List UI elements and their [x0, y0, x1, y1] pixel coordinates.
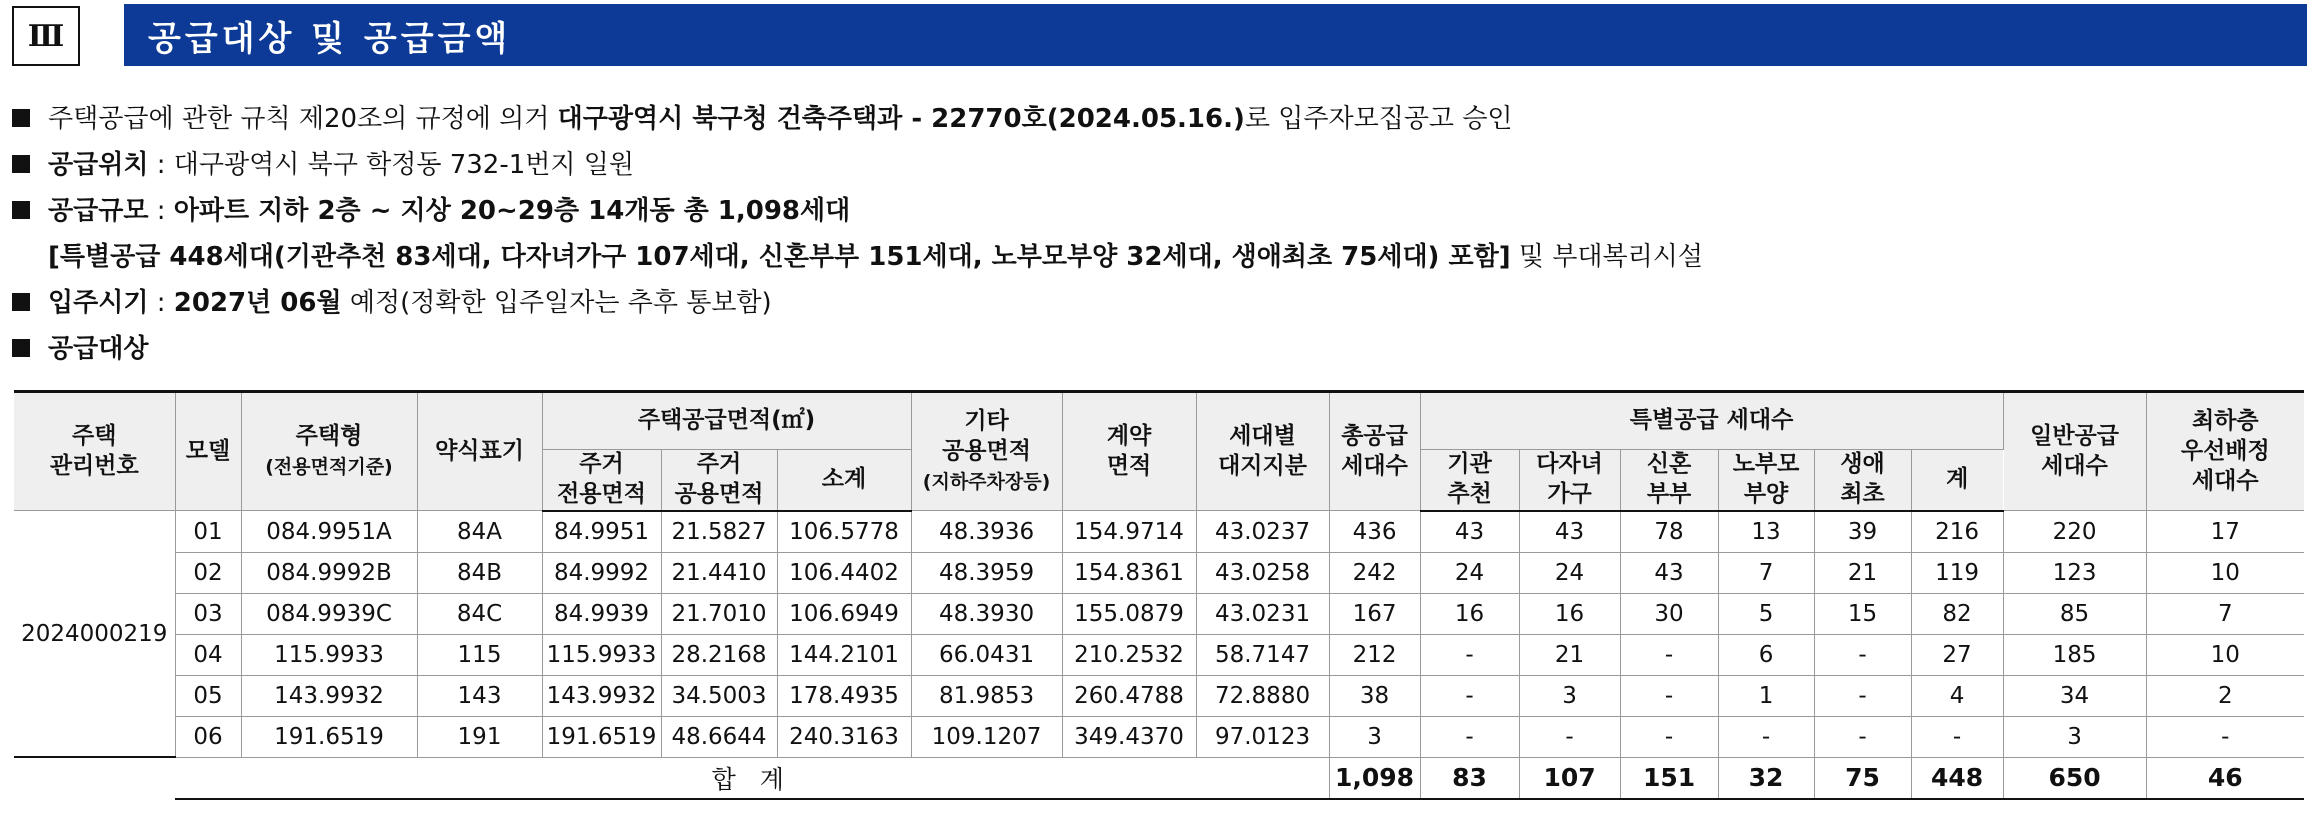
cell-other: 48.3936 [911, 511, 1062, 553]
table-row [14, 716, 2304, 757]
target-label: 공급대상 [48, 334, 149, 364]
cell-land: 97.0123 [1196, 716, 1329, 757]
cell-newly: - [1620, 716, 1718, 757]
section-number-box: Ⅲ [12, 6, 80, 66]
cell-type: 084.9992B [241, 552, 417, 593]
cell-sp-sum: 4 [1911, 675, 2003, 716]
cell-type: 115.9933 [241, 634, 417, 675]
approval-text-a: 주택공급에 관한 규칙 제20조의 규정에 의거 [48, 104, 558, 134]
cell-model: 04 [175, 634, 241, 675]
square-bullet-icon [12, 109, 30, 127]
col-contract-area: 계약 면적 [1062, 392, 1196, 511]
bullet-movein [12, 280, 2302, 326]
total-multi: 107 [1519, 757, 1620, 799]
cell-lowest: 10 [2146, 552, 2304, 593]
cell-inst: - [1420, 634, 1519, 675]
cell-general: 185 [2003, 634, 2146, 675]
cell-multi: 3 [1519, 675, 1620, 716]
cell-subtotal: 106.4402 [777, 552, 911, 593]
cell-type: 191.6519 [241, 716, 417, 757]
cell-type: 143.9932 [241, 675, 417, 716]
col-common-area: 주거 공용면적 [661, 450, 777, 511]
cell-inst: 16 [1420, 593, 1519, 634]
cell-subtotal: 178.4935 [777, 675, 911, 716]
col-subtotal: 소계 [777, 450, 911, 511]
cell-first: 21 [1814, 552, 1911, 593]
section-title: 공급대상 및 공급금액 [124, 4, 2307, 66]
cell-inst: - [1420, 675, 1519, 716]
cell-lowest: 2 [2146, 675, 2304, 716]
col-land-share: 세대별 대지지분 [1196, 392, 1329, 511]
total-first: 75 [1814, 757, 1911, 799]
square-bullet-icon [12, 339, 30, 357]
total-spacer [14, 757, 175, 799]
cell-multi: 21 [1519, 634, 1620, 675]
total-general: 650 [2003, 757, 2146, 799]
cell-subtotal: 144.2101 [777, 634, 911, 675]
cell-model: 01 [175, 511, 241, 553]
table-row [14, 552, 2304, 593]
cell-subtotal: 106.5778 [777, 511, 911, 553]
cell-other: 66.0431 [911, 634, 1062, 675]
cell-multi: 16 [1519, 593, 1620, 634]
col-mgmt-no: 주택 관리번호 [14, 392, 175, 511]
scale-sep: : [148, 196, 174, 226]
col-group-special: 특별공급 세대수 [1420, 392, 2003, 450]
cell-first: - [1814, 675, 1911, 716]
cell-total: 3 [1329, 716, 1420, 757]
cell-elder: 13 [1718, 511, 1814, 553]
cell-total: 242 [1329, 552, 1420, 593]
col-total-supply: 총공급 세대수 [1329, 392, 1420, 511]
cell-multi: 24 [1519, 552, 1620, 593]
col-model: 모델 [175, 392, 241, 511]
cell-land: 43.0231 [1196, 593, 1329, 634]
cell-first: - [1814, 716, 1911, 757]
table-row [14, 593, 2304, 634]
col-exclusive-area: 주거 전용면적 [542, 450, 661, 511]
cell-contract: 349.4370 [1062, 716, 1196, 757]
bullet-location [12, 142, 2302, 188]
cell-model: 06 [175, 716, 241, 757]
cell-other: 81.9853 [911, 675, 1062, 716]
scale-special-detail: [특별공급 448세대(기관추천 83세대, 다자녀가구 107세대, 신혼부부 151세대, 노부모부양 32세대, 생애최초 75세대) 포함] [48, 242, 1511, 272]
cell-abbr: 115 [417, 634, 542, 675]
cell-excl: 143.9932 [542, 675, 661, 716]
table-row [14, 675, 2304, 716]
section-header [12, 4, 2307, 66]
cell-contract: 154.9714 [1062, 511, 1196, 553]
cell-lowest: 17 [2146, 511, 2304, 553]
approval-number: 대구광역시 북구청 건축주택과 - 22770호(2024.05.16.) [557, 104, 1245, 134]
cell-excl: 115.9933 [542, 634, 661, 675]
cell-lowest: - [2146, 716, 2304, 757]
cell-abbr: 143 [417, 675, 542, 716]
col-group-supply-area: 주택공급면적(㎡) [542, 392, 911, 450]
square-bullet-icon [12, 201, 30, 219]
cell-general: 3 [2003, 716, 2146, 757]
cell-elder: 5 [1718, 593, 1814, 634]
col-lowest-floor: 최하층 우선배정 세대수 [2146, 392, 2304, 511]
bullet-scale [12, 188, 2302, 234]
cell-excl: 84.9951 [542, 511, 661, 553]
cell-first: 15 [1814, 593, 1911, 634]
approval-text-b: 로 입주자모집공고 승인 [1244, 104, 1513, 134]
cell-sp-sum: 27 [1911, 634, 2003, 675]
cell-excl: 191.6519 [542, 716, 661, 757]
cell-common: 34.5003 [661, 675, 777, 716]
cell-common: 21.5827 [661, 511, 777, 553]
info-bullets [12, 96, 2302, 372]
cell-land: 43.0258 [1196, 552, 1329, 593]
cell-newly: 30 [1620, 593, 1718, 634]
cell-other: 48.3959 [911, 552, 1062, 593]
cell-multi: 43 [1519, 511, 1620, 553]
total-elder: 32 [1718, 757, 1814, 799]
cell-first: 39 [1814, 511, 1911, 553]
col-sp-firsttime: 생애 최초 [1814, 450, 1911, 511]
cell-sp-sum: 119 [1911, 552, 2003, 593]
col-other-common: 기타 공용면적 (지하주차장등) [911, 392, 1062, 511]
col-sp-sum: 계 [1911, 450, 2003, 511]
cell-contract: 154.8361 [1062, 552, 1196, 593]
total-lowest: 46 [2146, 757, 2304, 799]
cell-other: 48.3930 [911, 593, 1062, 634]
cell-general: 123 [2003, 552, 2146, 593]
cell-inst: - [1420, 716, 1519, 757]
cell-common: 21.4410 [661, 552, 777, 593]
cell-sp-sum: 216 [1911, 511, 2003, 553]
cell-inst: 24 [1420, 552, 1519, 593]
cell-newly: 43 [1620, 552, 1718, 593]
cell-contract: 210.2532 [1062, 634, 1196, 675]
cell-total: 38 [1329, 675, 1420, 716]
col-sp-newlywed: 신혼 부부 [1620, 450, 1718, 511]
cell-lowest: 10 [2146, 634, 2304, 675]
col-abbr: 약식표기 [417, 392, 542, 511]
cell-elder: 1 [1718, 675, 1814, 716]
cell-first: - [1814, 634, 1911, 675]
scale-label: 공급규모 [48, 196, 149, 226]
cell-total: 436 [1329, 511, 1420, 553]
bullet-approval [12, 96, 2302, 142]
cell-general: 85 [2003, 593, 2146, 634]
square-bullet-icon [12, 293, 30, 311]
cell-general: 220 [2003, 511, 2146, 553]
cell-common: 21.7010 [661, 593, 777, 634]
table-row [14, 634, 2304, 675]
location-label: 공급위치 [48, 150, 149, 180]
cell-common: 28.2168 [661, 634, 777, 675]
col-sp-institution: 기관 추천 [1420, 450, 1519, 511]
cell-abbr: 84B [417, 552, 542, 593]
table-row [14, 511, 2304, 553]
cell-abbr: 84A [417, 511, 542, 553]
cell-abbr: 191 [417, 716, 542, 757]
total-newly: 151 [1620, 757, 1718, 799]
col-sp-elder: 노부모 부양 [1718, 450, 1814, 511]
cell-general: 34 [2003, 675, 2146, 716]
total-label: 합 계 [175, 757, 1329, 799]
cell-other: 109.1207 [911, 716, 1062, 757]
cell-land: 43.0237 [1196, 511, 1329, 553]
cell-lowest: 7 [2146, 593, 2304, 634]
bullet-scale-detail [12, 234, 2302, 280]
col-housing-type: 주택형 (전용면적기준) [241, 392, 417, 511]
scale-value: 아파트 지하 2층 ~ 지상 20~29층 14개동 총 1,098세대 [173, 196, 851, 226]
supply-table [14, 390, 2304, 800]
movein-label: 입주시기 [48, 288, 149, 318]
cell-model: 03 [175, 593, 241, 634]
cell-land: 58.7147 [1196, 634, 1329, 675]
total-sp-sum: 448 [1911, 757, 2003, 799]
cell-abbr: 84C [417, 593, 542, 634]
cell-type: 084.9951A [241, 511, 417, 553]
cell-contract: 155.0879 [1062, 593, 1196, 634]
cell-type: 084.9939C [241, 593, 417, 634]
cell-total: 212 [1329, 634, 1420, 675]
cell-newly: 78 [1620, 511, 1718, 553]
total-supply: 1,098 [1329, 757, 1420, 799]
movein-sep: : [148, 288, 174, 318]
col-sp-multichild: 다자녀 가구 [1519, 450, 1620, 511]
cell-sp-sum: 82 [1911, 593, 2003, 634]
cell-sp-sum: - [1911, 716, 2003, 757]
total-inst: 83 [1420, 757, 1519, 799]
scale-rest: 및 부대복리시설 [1510, 242, 1703, 272]
cell-excl: 84.9939 [542, 593, 661, 634]
cell-total: 167 [1329, 593, 1420, 634]
location-sep: : [148, 150, 174, 180]
cell-excl: 84.9992 [542, 552, 661, 593]
cell-newly: - [1620, 675, 1718, 716]
col-general: 일반공급 세대수 [2003, 392, 2146, 511]
cell-elder: 7 [1718, 552, 1814, 593]
table-body [14, 511, 2304, 799]
cell-multi: - [1519, 716, 1620, 757]
location-value: 대구광역시 북구 학정동 732-1번지 일원 [173, 150, 634, 180]
cell-newly: - [1620, 634, 1718, 675]
cell-elder: 6 [1718, 634, 1814, 675]
mgmt-no-cell: 2024000219 [14, 511, 175, 758]
cell-model: 02 [175, 552, 241, 593]
movein-value: 2027년 06월 [173, 288, 342, 318]
cell-common: 48.6644 [661, 716, 777, 757]
square-bullet-icon [12, 155, 30, 173]
bullet-target [12, 326, 2302, 372]
cell-subtotal: 106.6949 [777, 593, 911, 634]
cell-model: 05 [175, 675, 241, 716]
cell-land: 72.8880 [1196, 675, 1329, 716]
movein-rest: 예정(정확한 입주일자는 추후 통보함) [341, 288, 772, 318]
cell-elder: - [1718, 716, 1814, 757]
cell-contract: 260.4788 [1062, 675, 1196, 716]
cell-subtotal: 240.3163 [777, 716, 911, 757]
cell-inst: 43 [1420, 511, 1519, 553]
total-row [14, 757, 2304, 799]
